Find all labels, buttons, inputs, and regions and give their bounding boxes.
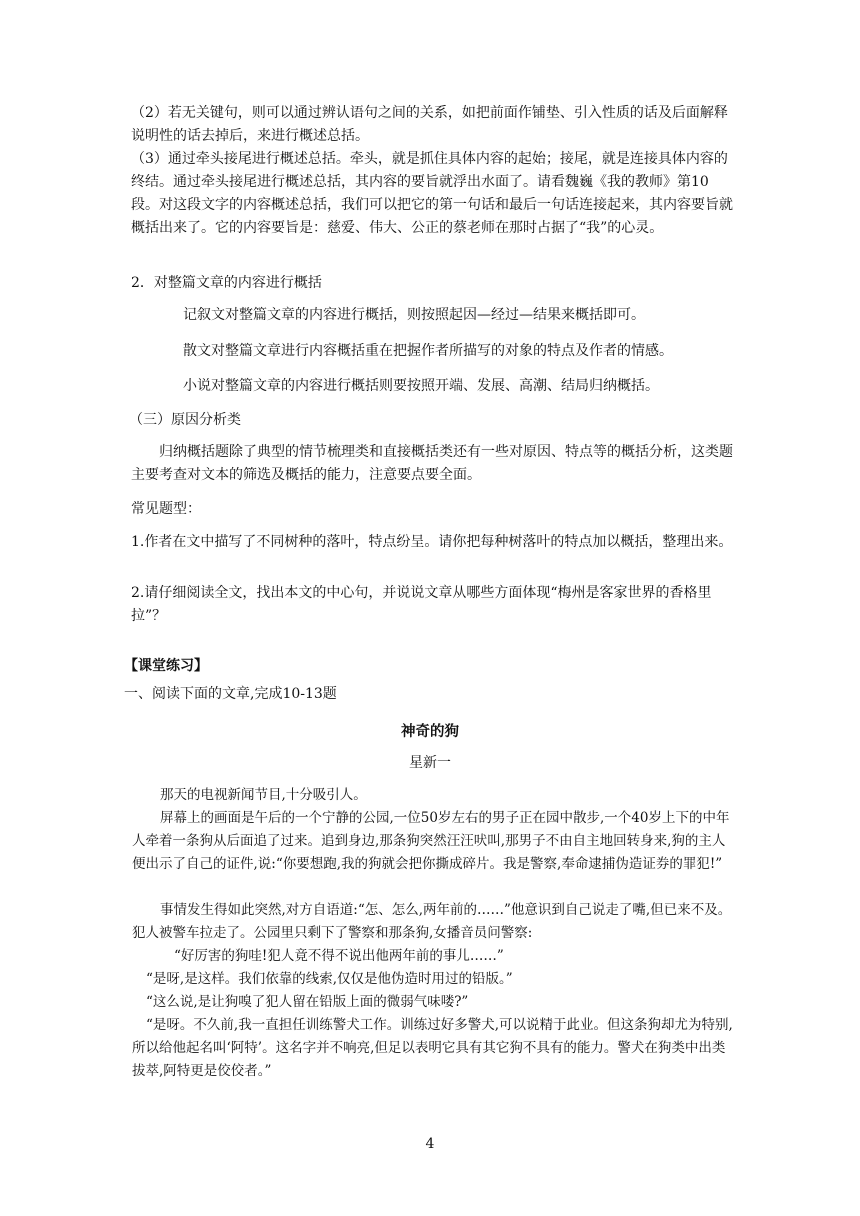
prose-rule: 散文对整篇文章进行内容概括重在把握作者所描写的对象的特点及作者的情感。 — [183, 343, 673, 359]
story-author: 星新一 — [409, 755, 451, 771]
page-number: 4 — [425, 1136, 435, 1152]
method-point-2: （2）若无关键句，则可以通过辨认语句之间的关系，如把前面作铺垫、引入性质的话及后面解释说明性的话去掉后，来进行概述总括。 — [131, 105, 728, 144]
intro-paragraph: 归纳概括题除了典型的情节梳理类和直接概括类还有一些对原因、特点等的概括分析，这类题主要考查对文本的筛选及概括的能力，注意要点要全面。 — [131, 444, 733, 483]
story-paragraph: “这么说,是让狗嗅了犯人留在铅版上面的微弱气味喽?” — [146, 994, 469, 1010]
practice-heading: 【课堂练习】 — [124, 658, 208, 674]
story-paragraph: 事情发生得如此突然,对方自语道:“怎、怎么,两年前的……”他意识到自己说走了嘴,但已来不及。犯人被警车拉走了。公园里只剩下了警察和那条狗,女播音员问警察: — [132, 902, 732, 941]
narrative-rule: 记叙文对整篇文章的内容进行概括，则按照起因—经过—结果来概括即可。 — [183, 307, 645, 323]
story-paragraph: “好厉害的狗哇!犯人竟不得不说出他两年前的事儿……” — [174, 948, 504, 964]
story-title: 神奇的狗 — [401, 723, 459, 740]
question-2: 2.请仔细阅读全文，找出本文的中心句，并说说文章从哪些方面体现“梅州是客家世界的香格里拉”？ — [131, 585, 712, 624]
story-paragraph: 那天的电视新闻节目,十分吸引人。 — [160, 787, 367, 803]
section-heading-cause-analysis: （三）原因分析类 — [129, 412, 241, 428]
novel-rule: 小说对整篇文章的内容进行概括则要按照开端、发展、高潮、结局归纳概括。 — [183, 378, 659, 394]
common-types-label: 常见题型： — [131, 501, 201, 517]
section-heading-whole-text: 2．对整篇文章的内容进行概括 — [131, 275, 322, 291]
question-1: 1.作者在文中描写了不同树种的落叶，特点纷呈。请你把每种树落叶的特点加以概括，整理出来。 — [131, 534, 733, 550]
method-point-3: （3）通过牵头接尾进行概述总括。牵头，就是抓住具体内容的起始；接尾，就是连接具体内容的终结。通过牵头接尾进行概述总括，其内容的要旨就浮出水面了。请看魏巍《我的教师》第10段。对这段文字的内容概述总括，我们可以把它的第一句话和最后一句话连接起来，其内容要旨就概括出来了。它的内容要旨是：慈爱、伟大、公正的蔡老师在那时占据了“我”的心灵。 — [131, 151, 733, 236]
story-paragraph: “是呀。不久前,我一直担任训练警犬工作。训练过好多警犬,可以说精于此业。但这条狗却尤为特别,所以给他起名叫‘阿特’。这名字并不响亮,但足以表明它具有其它狗不具有的能力。警犬在狗类中出类拔萃,阿特更是佼佼者。” — [132, 1017, 733, 1079]
story-paragraph: 屏幕上的画面是午后的一个宁静的公园,一位50岁左右的男子正在园中散步,一个40岁上下的中年人牵着一条狗从后面追了过来。追到身边,那条狗突然汪汪吠叫,那男子不由自主地回转身来,狗的主人便出示了自己的证件,说:“你要想跑,我的狗就会把你撕成碎片。我是警察,奉命逮捕伪造证券的罪犯!” — [132, 810, 730, 872]
practice-task: 一、阅读下面的文章,完成10-13题 — [124, 686, 337, 702]
story-paragraph: “是呀,是这样。我们依靠的线索,仅仅是他伪造时用过的铅版。” — [146, 971, 513, 987]
